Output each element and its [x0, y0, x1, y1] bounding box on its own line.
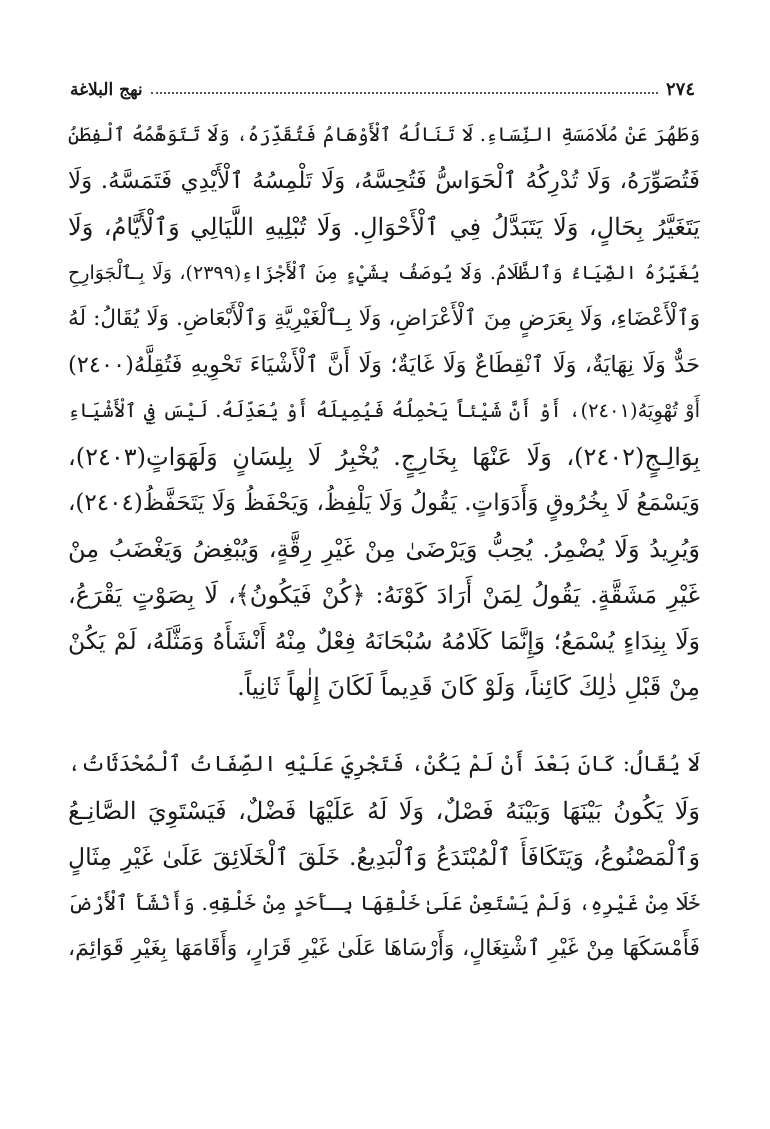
text-line: وَيُرِيدُ وَلَا يُضْمِرُ. يُحِبُّ وَيَرْضَىٰ مِنْ غَيْرِ رِقَّةٍ، وَيُبْغِضُ وَيَغْضَبُ مِنْ — [68, 535, 700, 563]
text-line: فَتُصَوِّرَهُ، وَلَا تُدْرِكُهُ ٱلْحَوَاسُّ فَتُحِسَّهُ، وَلَا تَلْمِسُهُ ٱلْأَيْدِي فَتَمَسَّهُ. وَلَا — [68, 168, 700, 194]
paragraph-2 — [68, 742, 700, 972]
text-line: وَطَهُرَ عَنْ مُلَامَسَةِ النِّسَاءِ. لَا تَنَالُهُ ٱلْأَوْهَامُ فَتُقَدِّرَهُ، وَلَا تَتَوَهَّمُهُ ٱلْفِطَنُ — [68, 123, 700, 146]
text-line: وَٱلْأَعْضَاءِ، وَلَا بِعَرَضٍ مِنَ ٱلْأَعْرَاضِ، وَلَا بِـٱلْغَيْرِيَّةِ وَٱلْأَبْعَاضِ. وَلَا يُقَالُ: لَهُ — [68, 306, 700, 331]
book-title: نهج البلاغة — [70, 80, 143, 100]
text-line: لَا يُقَالُ: كَانَ بَعْدَ أَنْ لَمْ يَكُنْ، فَتَجْرِيَ عَلَيْهِ الصِّفَاتُ ٱلْمُحْدَثَاتُ، — [68, 752, 700, 777]
text-line: وَيَسْمَعُ لَا بِخُرُوقٍ وَأَدَوَاتٍ. يَقُولُ وَلَا يَلْفِظُ، وَيَحْفَظُ وَلَا يَتَحَفَّظُ(٢٤٠٤)، — [68, 490, 700, 516]
running-header — [70, 70, 695, 100]
paragraph-1 — [68, 112, 700, 710]
text-line: غَيْرِ مَشَقَّةٍ. يَقُولُ لِمَنْ أَرَادَ كَوْنَهُ: ﴿كُنْ فَيَكُونُ﴾، لَا بِصَوْتٍ يَقْرَعُ، — [68, 581, 700, 609]
text-line: وَلَا يَكُونُ بَيْنَهَا وَبَيْنَهُ فَصْلٌ، وَلَا لَهُ عَلَيْهَا فَضْلٌ، فَيَسْتَوِيَ الصَّانِـعُ — [68, 797, 700, 825]
paragraph-separator — [68, 710, 700, 742]
text-line: بِوَالِـجٍ(٢٤٠٢)، وَلَا عَنْهَا بِخَارِجٍ. يُخْبِرُ لَا بِلِسَانٍ وَلَهَوَاتٍ(٢٤٠٣)، — [68, 443, 700, 471]
dotted-leader — [151, 92, 658, 94]
body-text — [68, 112, 700, 972]
text-line: وَٱلْمَصْنُوعُ، وَيَتَكَافَأَ ٱلْمُبْتَدَعُ وَٱلْبَدِيعُ. خَلَقَ ٱلْخَلَائِقَ عَلَىٰ غَيْرِ مِثَالٍ — [68, 843, 700, 871]
text-line: وَلَا بِنِدَاءٍ يُسْمَعُ؛ وَإِنَّمَا كَلَامُهُ سُبْحَانَهُ فِعْلٌ مِنْهُ أَنْشَأَهُ وَمَثَّلَهُ، لَمْ يَكُنْ — [68, 627, 700, 655]
text-line: خَلَا مِنْ غَيْرِهِ، وَلَمْ يَسْتَعِنْ عَلَىٰ خَلْقِهَا بِـأَحَدٍ مِنْ خَلْقِهِ. وَأَنْشَأَ ٱلْأَرْضَ — [68, 891, 700, 915]
text-line: مِنْ قَبْلِ ذٰلِكَ كَائِناً، وَلَوْ كَانَ قَدِيماً لَكَانَ إِلٰهاً ثَانِياً. — [237, 673, 700, 701]
text-line: أَوْ تُهْوِيَهُ(٢٤٠١)، أَوْ أَنَّ شَيْئاً يَحْمِلُهُ فَيُمِيلَهُ أَوْ يُعَدِّلَهُ. لَيْسَ فِي ٱلْأَشْيَاءِ — [68, 399, 700, 422]
text-line: حَدٌّ وَلَا نِهَايَةٌ، وَلَا ٱنْقِطَاعٌ وَلَا غَايَةٌ؛ وَلَا أَنَّ ٱلْأَشْيَاءَ تَحْوِيهِ فَتُقِلَّهُ(٢٤٠٠) — [68, 352, 700, 378]
text-line: يُغَيِّرُهُ الضِّيَاءُ وَٱلظَّلَامُ. وَلَا يُوصَفُ بِشَيْءٍ مِنَ ٱلْأَجْزَاءِ(٢٣٩٩)، وَلَا بِـٱلْجَوَارِحِ — [68, 262, 700, 284]
text-line: يَتَغَيَّرُ بِحَالٍ، وَلَا يَتَبَدَّلُ فِي ٱلْأَحْوَالِ. وَلَا تُبْلِيهِ اللَّيَالِي وَٱلْأَيَّامُ، وَلَا — [68, 213, 700, 241]
page-number: ٢٧٤ — [665, 79, 695, 100]
text-line: فَأَمْسَكَهَا مِنْ غَيْرِ ٱشْتِغَالٍ، وَأَرْسَاهَا عَلَىٰ غَيْرِ قَرَارٍ، وَأَقَامَهَا بِغَيْرِ قَوَائِمَ، — [68, 936, 700, 961]
